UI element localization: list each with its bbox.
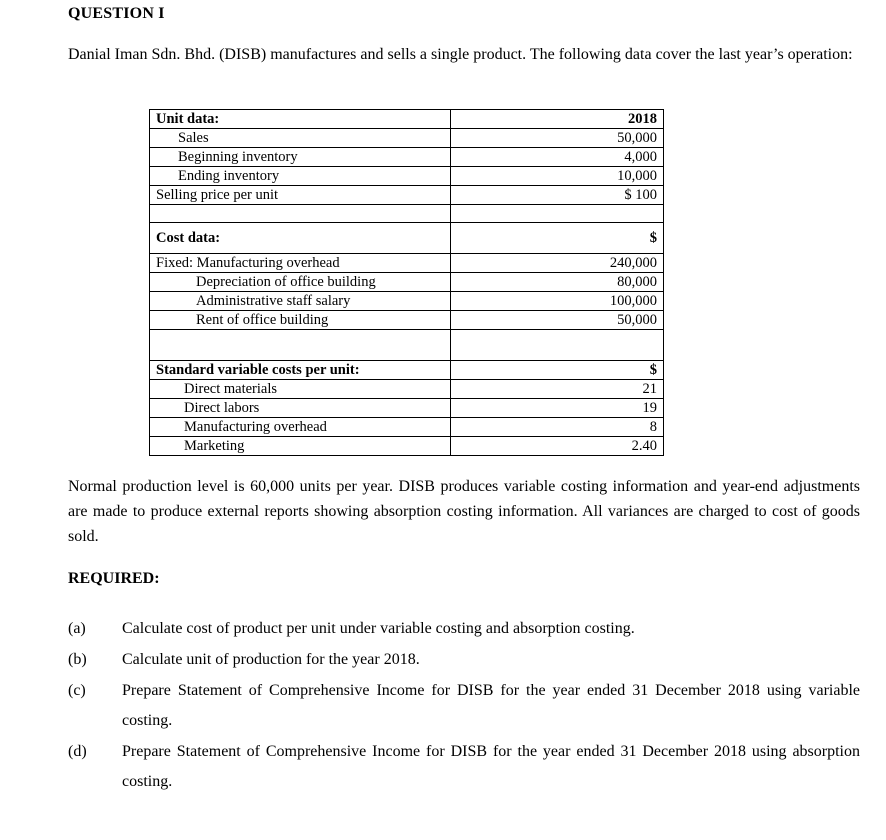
year-header: 2018	[451, 110, 664, 129]
requirement-text: Prepare Statement of Comprehensive Income for DISB for the year ended 31 December 2018 using variable costing.	[122, 682, 860, 729]
row-value: 240,000	[451, 254, 664, 273]
row-label: Administrative staff salary	[150, 292, 451, 311]
table-spacer-row	[150, 330, 664, 361]
table-spacer-row	[150, 205, 664, 223]
requirement-text: Calculate cost of product per unit under variable costing and absorption costing.	[122, 620, 635, 637]
row-label: Ending inventory	[150, 167, 451, 186]
requirement-letter: (a)	[68, 620, 86, 637]
row-label: Depreciation of office building	[150, 273, 451, 292]
row-value: 100,000	[451, 292, 664, 311]
intro-paragraph: Danial Iman Sdn. Bhd. (DISB) manufactures and sells a single product. The following data cover the last year’s operation:	[68, 46, 853, 63]
row-label: Rent of office building	[150, 311, 451, 330]
row-label: Direct materials	[150, 380, 451, 399]
requirement-text: Calculate unit of production for the year 2018.	[122, 651, 420, 668]
requirement-text: Prepare Statement of Comprehensive Income for DISB for the year ended 31 December 2018 using absorption costing.	[122, 743, 860, 790]
row-value: 50,000	[451, 311, 664, 330]
table-row	[150, 418, 664, 437]
normal-production-paragraph: Normal production level is 60,000 units per year. DISB produces variable costing information and year-end adjustments are made to produce external reports showing absorption costing information. All variances are charged to cost of goods sold.	[68, 478, 860, 545]
table-row	[150, 223, 664, 254]
row-value: 50,000	[451, 129, 664, 148]
requirement-letter: (b)	[68, 651, 87, 668]
row-value: 19	[451, 399, 664, 418]
table-row	[150, 380, 664, 399]
row-value: 8	[451, 418, 664, 437]
row-label: Sales	[150, 129, 451, 148]
table-row	[150, 437, 664, 456]
unit-data-header: Unit data:	[150, 110, 451, 129]
table-row	[150, 129, 664, 148]
data-table	[149, 109, 664, 456]
table-row	[150, 311, 664, 330]
table-row	[150, 273, 664, 292]
currency-header: $	[451, 223, 664, 254]
table-row	[150, 399, 664, 418]
row-value: 80,000	[451, 273, 664, 292]
requirement-letter: (d)	[68, 743, 87, 760]
cost-data-header: Cost data:	[150, 223, 451, 254]
requirement-letter: (c)	[68, 682, 86, 699]
row-label: Fixed: Manufacturing overhead	[150, 254, 451, 273]
row-value: 21	[451, 380, 664, 399]
table-row	[150, 167, 664, 186]
row-value: 2.40	[451, 437, 664, 456]
row-label: Selling price per unit	[150, 186, 451, 205]
row-label: Beginning inventory	[150, 148, 451, 167]
row-label: Manufacturing overhead	[150, 418, 451, 437]
row-value: 10,000	[451, 167, 664, 186]
question-title: QUESTION I	[68, 5, 165, 22]
table-row	[150, 110, 664, 129]
table-row	[150, 148, 664, 167]
row-label: Marketing	[150, 437, 451, 456]
row-value: $ 100	[451, 186, 664, 205]
required-heading: REQUIRED:	[68, 570, 160, 587]
table-row	[150, 361, 664, 380]
currency-header: $	[451, 361, 664, 380]
table-row	[150, 186, 664, 205]
row-label: Direct labors	[150, 399, 451, 418]
table-row	[150, 292, 664, 311]
table-row	[150, 254, 664, 273]
row-value: 4,000	[451, 148, 664, 167]
variable-costs-header: Standard variable costs per unit:	[150, 361, 451, 380]
